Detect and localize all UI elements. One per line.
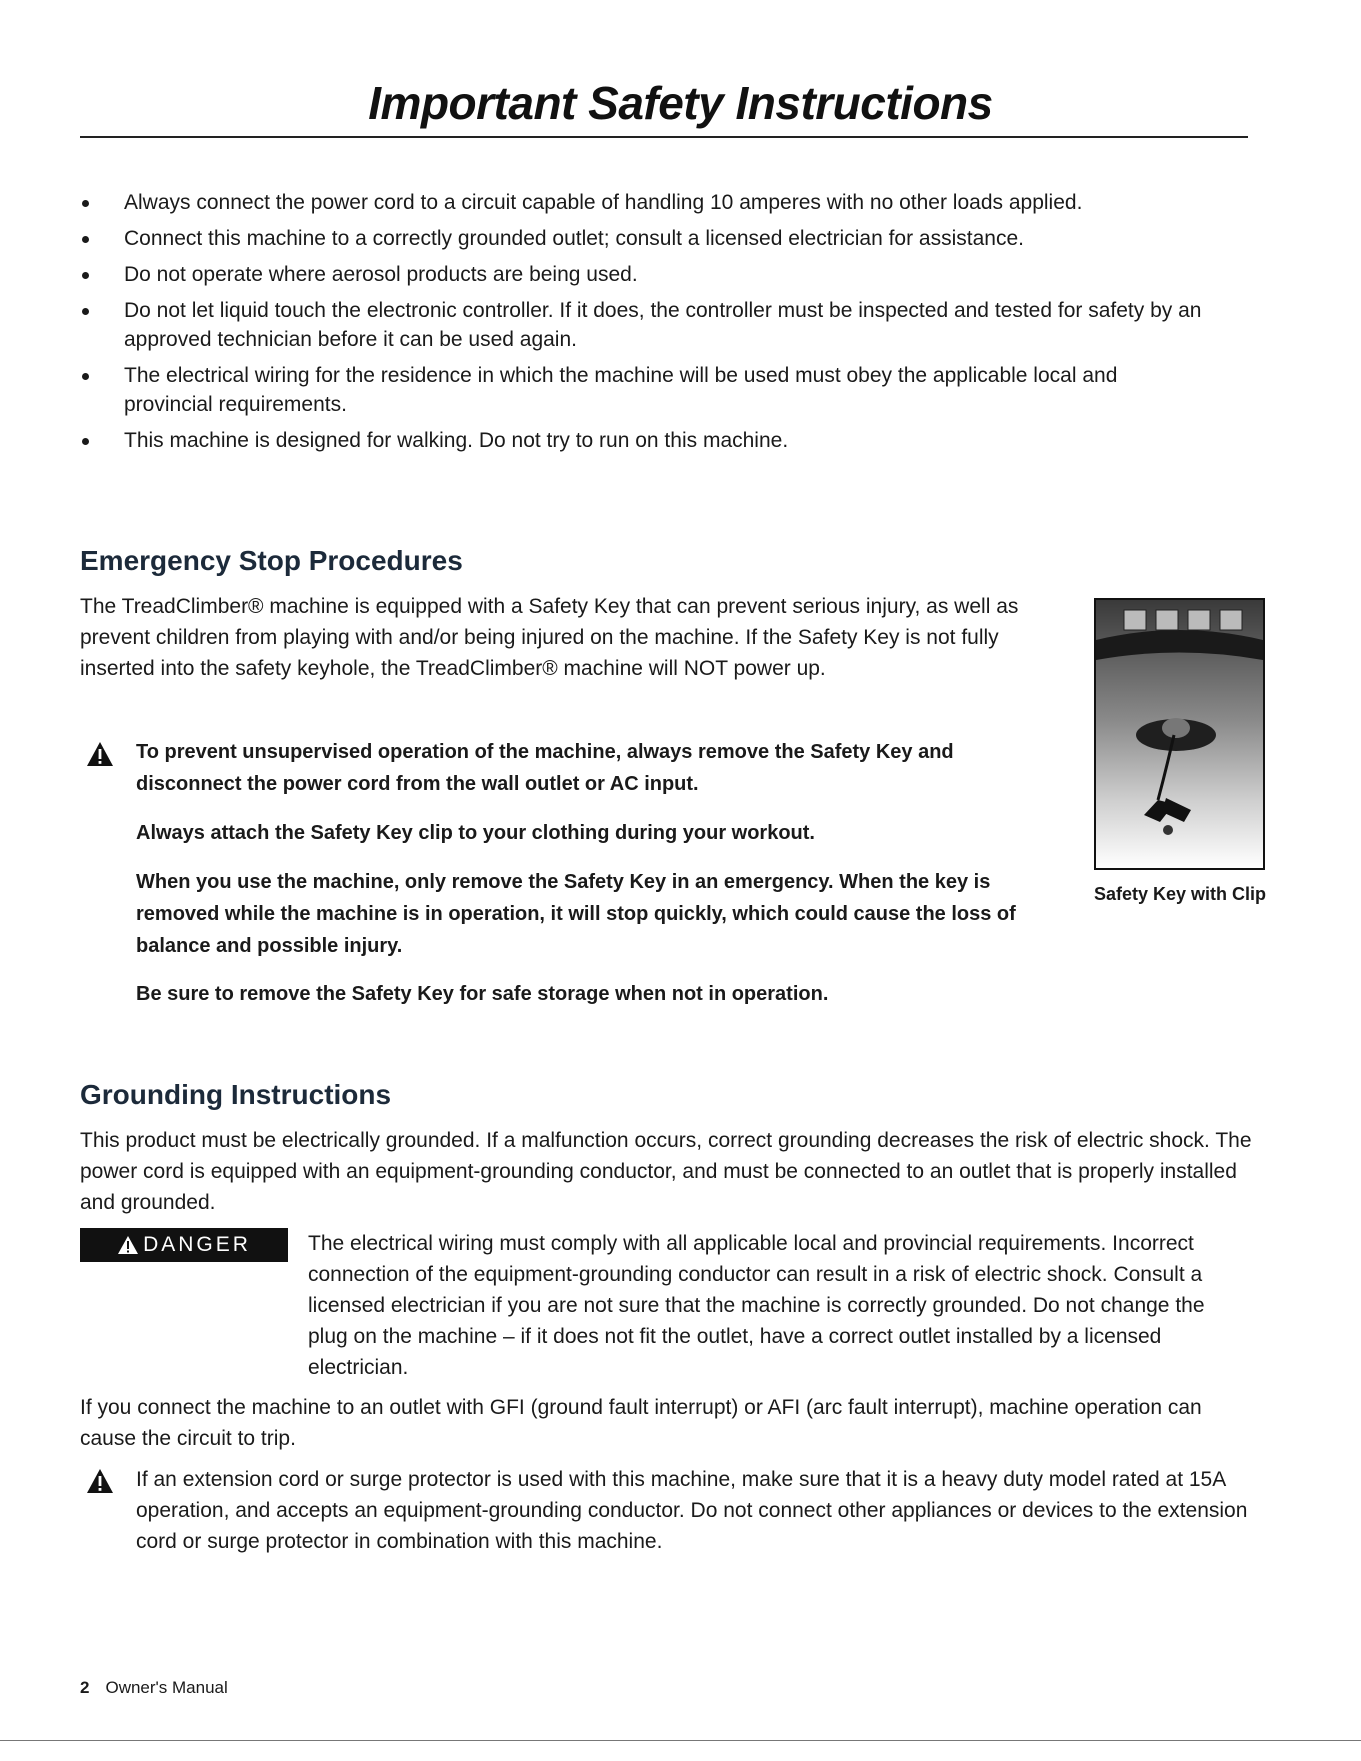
bullet-icon bbox=[82, 438, 89, 445]
safety-key-photo bbox=[1094, 598, 1265, 870]
bullet-item bbox=[80, 426, 1250, 455]
emergency-paragraph: The TreadClimber® machine is equipped with a Safety Key that can prevent serious injury, as well as prevent children from playing with and/or being injured on the machine. If the Safety Key is not fully inserted into the safety keyhole, the TreadClimber® machine will NOT power up. bbox=[80, 595, 1019, 680]
footer-label: Owner's Manual bbox=[105, 1678, 228, 1697]
danger-text: The electrical wiring must comply with all applicable local and provincial requirements. Incorrect connection of the equipment-grounding conductor can result in a risk of electric shock. Consult a licensed electrician if you are not sure that the machine is correctly grounded. Do not change the plug on the machine – if it does not fit the outlet, have a correct outlet installed by a licensed electrician. bbox=[308, 1232, 1205, 1379]
gfi-paragraph: If you connect the machine to an outlet with GFI (ground fault interrupt) or AFI (arc fault interrupt), machine operation can cause the circuit to trip. bbox=[80, 1396, 1202, 1450]
bullet-item bbox=[80, 188, 1250, 217]
bullet-text: This machine is designed for walking. Do not try to run on this machine. bbox=[124, 429, 789, 452]
bullet-item bbox=[80, 260, 1250, 289]
warning-triangle-icon bbox=[117, 1235, 139, 1255]
extension-cord-warning: If an extension cord or surge protector is used with this machine, make sure that it is a heavy duty model rated at 15A operation, and accepts an equipment-grounding conductor. Do not connect other appliances or devices to the extension cord or surge protector in combination with this machine. bbox=[136, 1468, 1248, 1553]
title-divider bbox=[80, 136, 1248, 138]
emergency-warning: To prevent unsupervised operation of the machine, always remove the Safety Key and disconnect the power cord from the wall outlet or AC input. bbox=[136, 741, 954, 795]
warning-triangle-icon bbox=[86, 1468, 114, 1494]
bullet-item bbox=[80, 361, 1250, 419]
emergency-note-removal: When you use the machine, only remove the Safety Key in an emergency. When the key is removed while the machine is in operation, it will stop quickly, which could cause the loss of balance and possible injury. bbox=[136, 871, 1016, 957]
bullet-text: Always connect the power cord to a circuit capable of handling 10 amperes with no other loads applied. bbox=[124, 191, 1083, 214]
bullet-text: Do not let liquid touch the electronic controller. If it does, the controller must be inspected and tested for safety by an approved technician before it can be used again. bbox=[124, 299, 1202, 351]
bullet-item bbox=[80, 296, 1250, 354]
page-footer bbox=[80, 1678, 228, 1698]
bullet-icon bbox=[82, 200, 89, 207]
bullet-text: Do not operate where aerosol products are being used. bbox=[124, 263, 638, 286]
bullet-icon bbox=[82, 236, 89, 243]
bottom-divider bbox=[0, 1740, 1361, 1741]
safety-bullet-list bbox=[80, 188, 1250, 462]
emergency-heading: Emergency Stop Procedures bbox=[80, 545, 463, 576]
grounding-paragraph: This product must be electrically grounded. If a malfunction occurs, correct grounding decreases the risk of electric shock. The power cord is equipped with an equipment-grounding conductor, and must be connected to an outlet that is properly installed and grounded. bbox=[80, 1129, 1252, 1214]
page-title: Important Safety Instructions bbox=[368, 77, 993, 129]
bullet-icon bbox=[82, 308, 89, 315]
emergency-note-clip: Always attach the Safety Key clip to your clothing during your workout. bbox=[136, 822, 815, 844]
emergency-note-storage: Be sure to remove the Safety Key for safe storage when not in operation. bbox=[136, 983, 829, 1005]
bullet-icon bbox=[82, 373, 89, 380]
warning-triangle-icon bbox=[86, 741, 114, 767]
bullet-text: The electrical wiring for the residence in which the machine will be used must obey the applicable local and provincial requirements. bbox=[124, 364, 1118, 416]
safety-key-image bbox=[1096, 600, 1263, 868]
danger-label: DANGER bbox=[143, 1233, 251, 1256]
photo-caption: Safety Key with Clip bbox=[1094, 884, 1267, 904]
bullet-icon bbox=[82, 272, 89, 279]
bullet-item bbox=[80, 224, 1250, 253]
danger-badge bbox=[80, 1228, 288, 1262]
grounding-heading: Grounding Instructions bbox=[80, 1079, 392, 1110]
page-number: 2 bbox=[80, 1678, 90, 1697]
bullet-text: Connect this machine to a correctly grounded outlet; consult a licensed electrician for assistance. bbox=[124, 227, 1024, 250]
